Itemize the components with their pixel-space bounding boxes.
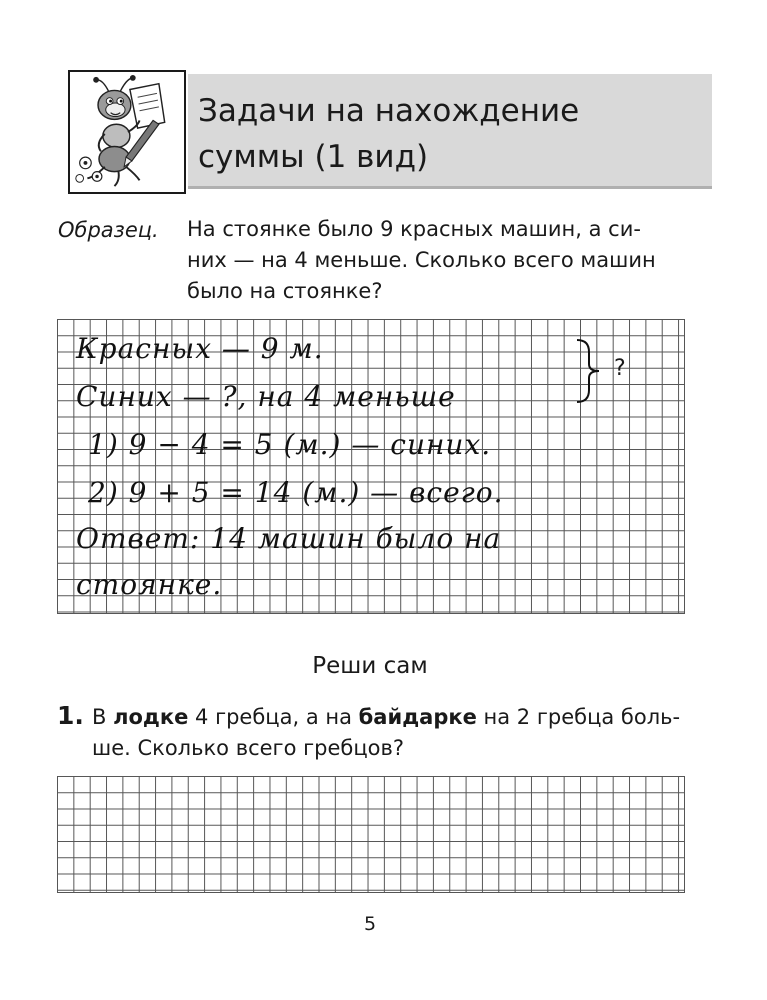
sample-label: Образец. <box>58 218 159 242</box>
mascot-box <box>68 70 186 194</box>
handwriting-line-4: 2) 9 + 5 = 14 (м.) — всего. <box>88 476 504 509</box>
sample-problem <box>187 214 707 307</box>
boat-word: лодке <box>113 705 189 729</box>
exercise-heading: Реши сам <box>312 653 428 679</box>
sample-line-2: них — на 4 меньше. Сколько всего машин <box>187 248 656 272</box>
right-brace <box>573 338 603 404</box>
task-line-1 <box>92 702 698 733</box>
page-number: 5 <box>363 913 377 935</box>
handwriting-line-2: Синих — ?, на 4 меньше <box>76 380 456 413</box>
handwriting-line-3: 1) 9 − 4 = 5 (м.) — синих. <box>88 428 492 461</box>
handwriting-line-6: стоянке. <box>76 568 223 601</box>
title-line-1: Задачи на нахождение <box>198 93 580 129</box>
sample-line-3: было на стоянке? <box>187 279 383 303</box>
handwriting-line-5: Ответ: 14 машин было на <box>76 522 502 555</box>
kayak-word: байдарке <box>358 705 477 729</box>
handwriting-line-1: Красных — 9 м. <box>76 332 324 365</box>
answer-grid[interactable] <box>57 776 685 893</box>
task-number: 1. <box>57 701 84 730</box>
header-rule <box>188 186 712 189</box>
task-text-part-3: на 2 гребца боль- <box>476 705 681 729</box>
ant-with-pencil-icon <box>70 72 184 192</box>
title-line-2: суммы (1 вид) <box>198 139 429 175</box>
task-text <box>92 702 698 764</box>
task-line-2: ше. Сколько всего гребцов? <box>92 736 404 760</box>
brace-question-mark: ? <box>614 356 626 381</box>
task-text-part-1: В <box>92 705 114 729</box>
sample-line-1: На стоянке было 9 красных машин, а си- <box>187 217 641 241</box>
task-text-part-2: 4 гребца, а на <box>188 705 359 729</box>
page-title <box>198 88 698 180</box>
